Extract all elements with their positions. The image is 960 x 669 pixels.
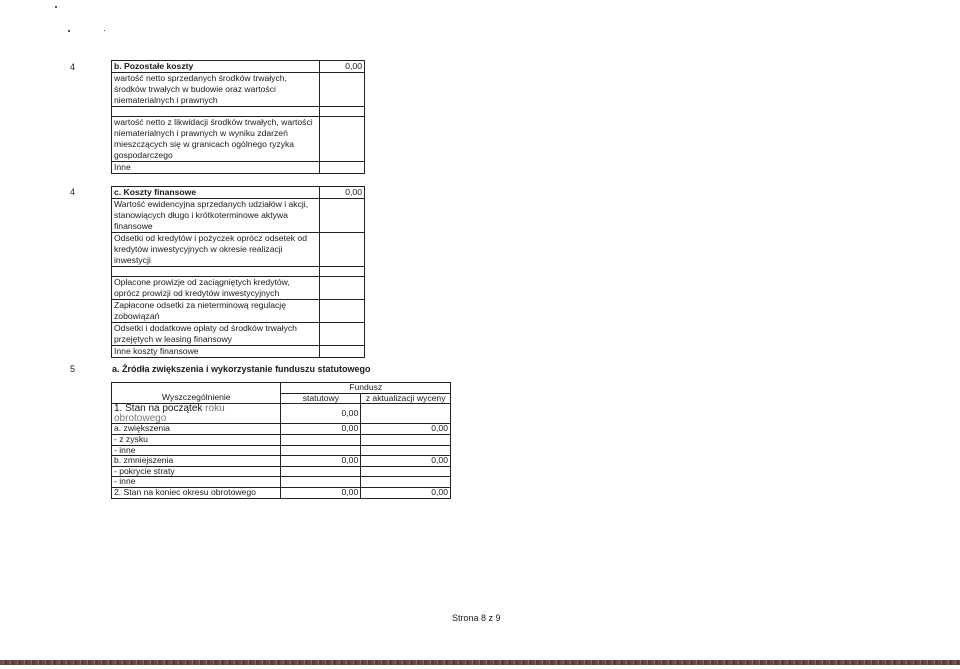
fund-row-label: - inne [112, 477, 281, 488]
fund-table [111, 382, 451, 499]
scan-edge-bar [0, 660, 960, 665]
fund-row-label: 2. Stan na koniec okresu obrotowego [112, 487, 281, 498]
section-c-row: Odsetki i dodatkowe opłaty od środków trwałych przejętych w leasing finansowy [112, 323, 320, 346]
fund-cell-aktualizacji: 0,00 [361, 456, 451, 467]
fund-cell-statutowy [281, 466, 361, 477]
fund-row-label: 1. Stan na początek [114, 403, 203, 415]
fund-cell-statutowy [281, 445, 361, 456]
table-row [112, 466, 451, 477]
section-c-table [111, 186, 365, 358]
fund-cell-aktualizacji [361, 404, 451, 424]
fund-cell-aktualizacji: 0,00 [361, 424, 451, 435]
section-c-title: c. Koszty finansowe [112, 187, 320, 199]
section-b-value: 0,00 [320, 61, 365, 73]
section-b-row: wartość netto z likwidacji środków trwałych, wartości niematerialnych i prawnych w wyniku zdarzeń mieszczących się w granicach ogólnego ryzyka gospodarczego [112, 117, 320, 162]
table-row [112, 445, 451, 456]
table-row [112, 404, 451, 424]
table-row [112, 434, 451, 445]
section-c-row: Odsetki od kredytów i pożyczek oprócz odsetek od kredytów inwestycyjnych w okresie realizacji inwestycji [112, 233, 320, 267]
fund-row-label: - z zysku [112, 434, 281, 445]
fund-group-header: Fundusz [281, 383, 451, 394]
table-row [112, 424, 451, 435]
fund-row-label: a. zwiększenia [112, 424, 281, 435]
fund-cell-aktualizacji [361, 477, 451, 488]
fund-row-label: - pokrycie straty [112, 466, 281, 477]
table-row [112, 487, 451, 498]
fund-cell-aktualizacji: 0,00 [361, 487, 451, 498]
fund-cell-statutowy [281, 477, 361, 488]
section-c-row: Inne koszty finansowe [112, 346, 320, 358]
fund-cell-statutowy: 0,00 [281, 487, 361, 498]
fund-col-aktualizacji: z aktualizacji wyceny [361, 393, 451, 404]
section-b-row: wartość netto sprzedanych środków trwałych, środków trwałych w budowie oraz wartości niematerialnych i prawnych [112, 73, 320, 107]
section-5-title: a. Źródła zwiększenia i wykorzystanie funduszu statutowego [112, 364, 371, 374]
section-c-value: 0,00 [320, 187, 365, 199]
fund-cell-statutowy [281, 434, 361, 445]
section-c-row: Zapłacone odsetki za nieterminową regulację zobowiązań [112, 300, 320, 323]
fund-cell-aktualizacji [361, 466, 451, 477]
fund-row-label: - inne [112, 445, 281, 456]
section-b-title: b. Pozostałe koszty [112, 61, 320, 73]
fund-cell-aktualizacji [361, 445, 451, 456]
scan-speck [104, 30, 105, 31]
fund-row-label-suffix: roku obrotowego [114, 403, 225, 424]
section-c-row: Opłacone prowizje od zaciągniętych kredytów, oprócz prowizji od kredytów inwestycyjnych [112, 277, 320, 300]
section-b-row: Inne [112, 162, 320, 174]
page-number: Strona 8 z 9 [452, 613, 501, 623]
fund-cell-statutowy: 0,00 [281, 404, 361, 424]
table-row [112, 477, 451, 488]
fund-col-label: Wyszczególnienie [112, 393, 281, 404]
section-5-number: 5 [70, 364, 76, 374]
fund-row-label: b. zmniejszenia [112, 456, 281, 467]
scan-speck [68, 30, 70, 32]
fund-col-statutowy: statutowy [281, 393, 361, 404]
table-row [112, 456, 451, 467]
fund-cell-aktualizacji [361, 434, 451, 445]
section-b-number: 4 [70, 62, 76, 72]
section-c-row: Wartość ewidencyjna sprzedanych udziałów i akcji, stanowiących długo i krótkoterminowe aktywa finansowe [112, 199, 320, 233]
fund-cell-statutowy: 0,00 [281, 424, 361, 435]
fund-cell-statutowy: 0,00 [281, 456, 361, 467]
scan-speck [55, 6, 57, 8]
section-b-table [111, 60, 365, 174]
section-c-number: 4 [70, 187, 76, 197]
